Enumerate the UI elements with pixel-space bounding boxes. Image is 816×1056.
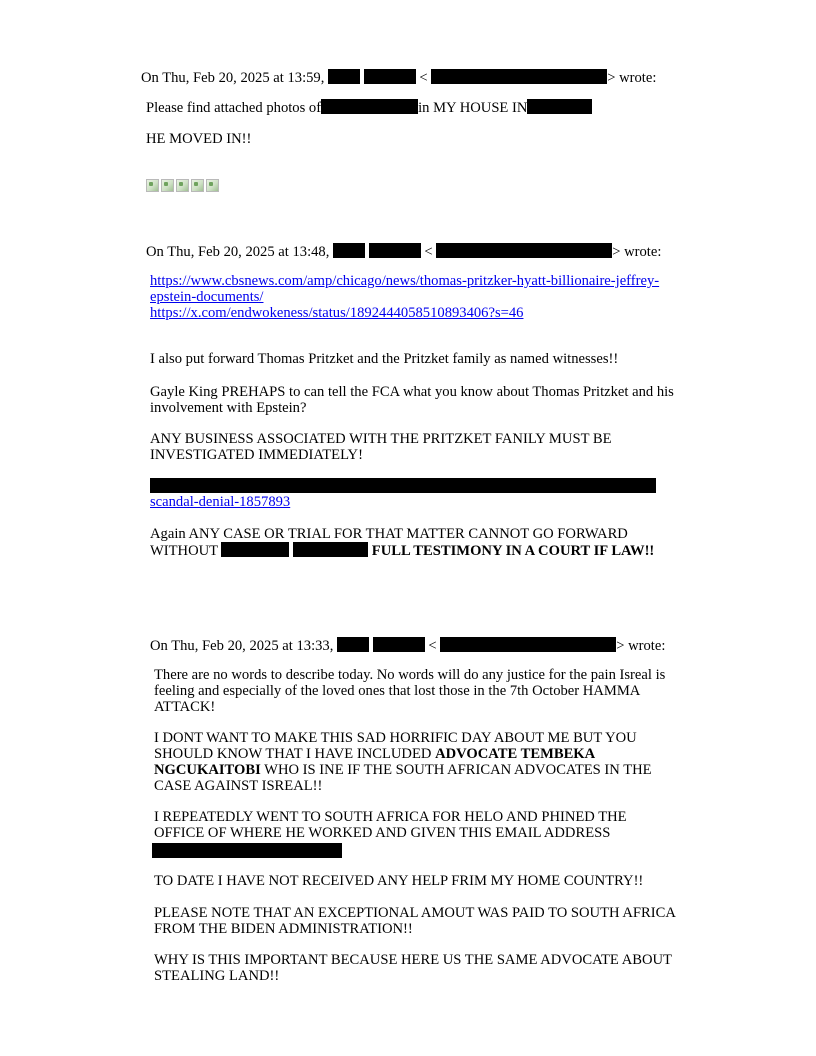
email3-p2-bold-advocate: ADVOCATE TEMBEKA: [435, 746, 596, 762]
email3-p6-line1: WHY IS THIS IMPORTANT BECAUSE HERE US THE SAME ADVOCATE ABOUT: [154, 952, 672, 968]
redacted-first-name: [337, 637, 369, 652]
email3-header-prefix: On Thu, Feb 20, 2025 at 13:33,: [150, 638, 334, 654]
email3-p1-line2: feeling and especially of the loved ones that lost those in the 7th October HAMMA: [154, 683, 641, 699]
redacted-first-name: [221, 542, 289, 557]
redacted-email-address: [431, 69, 607, 84]
email3-p2-line3: [154, 762, 652, 778]
email3-header-suffix: > wrote:: [616, 638, 666, 654]
email1-photos-text-a: Please find attached photos of: [146, 100, 322, 116]
link3-line: [150, 494, 290, 510]
link1-line1: [150, 273, 659, 289]
redacted-person-name: [321, 99, 418, 114]
email2-header: [146, 243, 661, 260]
email3-p3-line1: I REPEATEDLY WENT TO SOUTH AFRICA FOR HELO AND PHINED THE: [154, 809, 627, 825]
trial-text-without: WITHOUT: [150, 543, 218, 559]
redacted-email-address: [436, 243, 612, 258]
broken-image-icon[interactable]: [146, 179, 159, 192]
redacted-last-name: [373, 637, 425, 652]
email1-header-lt: <: [419, 70, 428, 86]
email2-paragraph-trial-line1: Again ANY CASE OR TRIAL FOR THAT MATTER CANNOT GO FORWARD: [150, 526, 628, 542]
email1-photos-text-b: in MY HOUSE IN: [418, 100, 528, 116]
email2-header-lt: <: [424, 244, 433, 260]
email3-p2-text-b: WHO IS INE IF THE SOUTH AFRICAN ADVOCATES IN THE: [264, 762, 652, 778]
link1-line2: [150, 289, 263, 305]
redacted-first-name: [328, 69, 360, 84]
email2-paragraph-business-line2: INVESTIGATED IMMEDIATELY!: [150, 447, 363, 463]
email1-moved-in: HE MOVED IN!!: [146, 131, 252, 147]
x-status-link[interactable]: https://x.com/endwokeness/status/1892444058510893406?s=46: [150, 305, 524, 321]
email2-paragraph-business-line1: ANY BUSINESS ASSOCIATED WITH THE PRITZKET FANILY MUST BE: [150, 431, 612, 447]
redacted-link: [150, 478, 656, 493]
email1-header: [141, 69, 656, 86]
email3-p2-line1: I DONT WANT TO MAKE THIS SAD HORRIFIC DAY ABOUT ME BUT YOU: [154, 730, 637, 746]
redacted-last-name: [369, 243, 421, 258]
broken-image-icon[interactable]: [161, 179, 174, 192]
email3-p6-line2: STEALING LAND!!: [154, 968, 280, 984]
redacted-location: [527, 99, 592, 114]
scandal-denial-link[interactable]: scandal-denial-1857893: [150, 494, 291, 510]
email3-p1-line1: There are no words to describe today. No words will do any justice for the pain Isreal is: [154, 667, 666, 683]
email3-p4: TO DATE I HAVE NOT RECEIVED ANY HELP FRIM MY HOME COUNTRY!!: [154, 873, 644, 889]
redacted-last-name: [364, 69, 416, 84]
redacted-last-name: [293, 542, 368, 557]
cbsnews-link-continued[interactable]: epstein-documents/: [150, 289, 264, 305]
broken-image-icon[interactable]: [176, 179, 189, 192]
redacted-email-address: [152, 843, 342, 858]
email1-photos-line: [146, 99, 592, 116]
email3-p2-text: SHOULD KNOW THAT I HAVE INCLUDED: [154, 746, 432, 762]
email3-p2-line2: [154, 746, 595, 762]
email3-p2-bold-surname: NGCUKAITOBI: [154, 762, 261, 778]
email3-p2-line4: CASE AGAINST ISREAL!!: [154, 778, 323, 794]
email3-p5-line1: PLEASE NOTE THAT AN EXCEPTIONAL AMOUT WAS PAID TO SOUTH AFRICA: [154, 905, 676, 921]
email2-paragraph-witnesses: I also put forward Thomas Pritzket and the Pritzket family as named witnesses!!: [150, 351, 619, 367]
trial-text-bold: FULL TESTIMONY IN A COURT IF LAW!!: [371, 543, 655, 559]
email3-header: [150, 637, 665, 654]
email1-header-suffix: > wrote:: [607, 70, 657, 86]
attached-images: [146, 177, 221, 193]
redacted-first-name: [333, 243, 365, 258]
email2-header-prefix: On Thu, Feb 20, 2025 at 13:48,: [146, 244, 330, 260]
link2-line: [150, 305, 523, 321]
cbsnews-link[interactable]: https://www.cbsnews.com/amp/chicago/news/thomas-pritzker-hyatt-billionaire-jeffrey-: [150, 273, 660, 289]
email2-header-suffix: > wrote:: [612, 244, 662, 260]
email3-p3-line2: OFFICE OF WHERE HE WORKED AND GIVEN THIS EMAIL ADDRESS: [154, 825, 611, 841]
email3-p5-line2: FROM THE BIDEN ADMINISTRATION!!: [154, 921, 413, 937]
broken-image-icon[interactable]: [206, 179, 219, 192]
redacted-email-address: [440, 637, 616, 652]
email2-paragraph-gayle-line2: involvement with Epstein?: [150, 400, 307, 416]
broken-image-icon[interactable]: [191, 179, 204, 192]
email2-paragraph-trial-line2: [150, 542, 654, 559]
email3-p1-line3: ATTACK!: [154, 699, 216, 715]
email3-header-lt: <: [428, 638, 437, 654]
email2-paragraph-gayle-line1: Gayle King PREHAPS to can tell the FCA what you know about Thomas Pritzket and his: [150, 384, 674, 400]
email1-header-prefix: On Thu, Feb 20, 2025 at 13:59,: [141, 70, 325, 86]
